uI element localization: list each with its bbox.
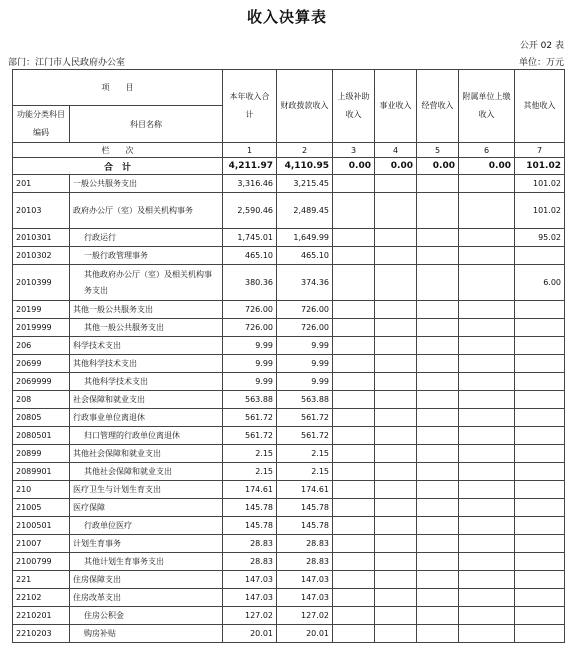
amount-cell (515, 427, 565, 445)
table-row (13, 175, 565, 193)
amount-cell (515, 337, 565, 355)
amount-cell (375, 427, 417, 445)
amount-cell (417, 319, 459, 337)
table-row (13, 589, 565, 607)
amount-cell: 561.72 (223, 409, 277, 427)
amount-cell (375, 391, 417, 409)
amount-cell: 561.72 (277, 427, 333, 445)
amount-cell: 147.03 (223, 571, 277, 589)
amount-cell (515, 247, 565, 265)
table-row (13, 319, 565, 337)
amount-cell: 9.99 (223, 337, 277, 355)
col-business-header: 事业收入 (375, 70, 417, 143)
amount-cell: 563.88 (277, 391, 333, 409)
amount-cell (375, 193, 417, 229)
subject-name: 其他社会保障和就业支出 (70, 463, 223, 481)
amount-cell (333, 517, 375, 535)
subject-code: 2019999 (13, 319, 70, 337)
subject-code: 20699 (13, 355, 70, 373)
amount-cell (417, 409, 459, 427)
total-value: 101.02 (515, 158, 565, 175)
amount-cell (333, 301, 375, 319)
subject-name: 其他科学技术支出 (70, 373, 223, 391)
amount-cell (515, 589, 565, 607)
subject-name: 住房公积金 (70, 607, 223, 625)
amount-cell (417, 373, 459, 391)
total-row (13, 158, 565, 175)
amount-cell (375, 535, 417, 553)
amount-cell (333, 193, 375, 229)
amount-cell: 465.10 (223, 247, 277, 265)
amount-cell: 2,489.45 (277, 193, 333, 229)
table-row (13, 373, 565, 391)
column-index-row (13, 143, 565, 158)
subject-code: 2210203 (13, 625, 70, 643)
amount-cell: 9.99 (277, 355, 333, 373)
amount-cell (417, 463, 459, 481)
amount-cell (333, 265, 375, 301)
amount-cell (417, 355, 459, 373)
table-row (13, 265, 565, 301)
amount-cell (375, 589, 417, 607)
amount-cell (459, 355, 515, 373)
subject-name: 住房保障支出 (70, 571, 223, 589)
subject-name: 其他政府办公厅（室）及相关机构事务支出 (70, 265, 223, 301)
amount-cell (459, 265, 515, 301)
amount-cell (333, 337, 375, 355)
col-other-header: 其他收入 (515, 70, 565, 143)
table-row (13, 535, 565, 553)
col-fiscal-header: 财政拨款收入 (277, 70, 333, 143)
amount-cell (459, 301, 515, 319)
table-row (13, 391, 565, 409)
amount-cell (333, 481, 375, 499)
amount-cell: 9.99 (277, 373, 333, 391)
subject-code: 2210201 (13, 607, 70, 625)
amount-cell: 726.00 (223, 301, 277, 319)
subject-name: 其他科学技术支出 (70, 355, 223, 373)
amount-cell (459, 499, 515, 517)
amount-cell: 3,215.45 (277, 175, 333, 193)
amount-cell: 147.03 (223, 589, 277, 607)
amount-cell (459, 229, 515, 247)
total-value: 0.00 (375, 158, 417, 175)
amount-cell (459, 337, 515, 355)
amount-cell (375, 517, 417, 535)
amount-cell (515, 571, 565, 589)
table-row (13, 409, 565, 427)
amount-cell (375, 175, 417, 193)
subject-name: 行政单位医疗 (70, 517, 223, 535)
amount-cell (459, 517, 515, 535)
amount-cell (515, 319, 565, 337)
amount-cell (459, 193, 515, 229)
amount-cell (333, 553, 375, 571)
total-value: 4,211.97 (223, 158, 277, 175)
amount-cell (333, 409, 375, 427)
column-index: 3 (333, 143, 375, 158)
amount-cell (375, 355, 417, 373)
amount-cell (417, 391, 459, 409)
amount-cell (515, 463, 565, 481)
amount-cell (333, 175, 375, 193)
amount-cell (417, 517, 459, 535)
amount-cell (417, 445, 459, 463)
subject-code: 2069999 (13, 373, 70, 391)
amount-cell (459, 463, 515, 481)
amount-cell (375, 625, 417, 643)
amount-cell (333, 607, 375, 625)
column-index: 6 (459, 143, 515, 158)
amount-cell (515, 409, 565, 427)
subject-name: 医疗卫生与计划生育支出 (70, 481, 223, 499)
subject-code: 2010301 (13, 229, 70, 247)
amount-cell: 127.02 (277, 607, 333, 625)
amount-cell (375, 445, 417, 463)
amount-cell: 726.00 (277, 301, 333, 319)
page-title: 收入决算表 (246, 8, 327, 26)
table-row (13, 571, 565, 589)
amount-cell (459, 535, 515, 553)
amount-cell (333, 247, 375, 265)
amount-cell (333, 625, 375, 643)
amount-cell: 9.99 (277, 337, 333, 355)
revenue-table (12, 69, 565, 643)
amount-cell (417, 589, 459, 607)
subject-code: 201 (13, 175, 70, 193)
total-value: 0.00 (333, 158, 375, 175)
amount-cell: 101.02 (515, 193, 565, 229)
amount-cell: 28.83 (277, 553, 333, 571)
subject-name: 医疗保障 (70, 499, 223, 517)
table-row (13, 337, 565, 355)
name-header: 科目名称 (70, 106, 223, 143)
amount-cell (417, 553, 459, 571)
subject-name: 购房补贴 (70, 625, 223, 643)
amount-cell (333, 229, 375, 247)
total-value: 0.00 (417, 158, 459, 175)
amount-cell: 145.78 (277, 499, 333, 517)
amount-cell: 147.03 (277, 571, 333, 589)
amount-cell: 374.36 (277, 265, 333, 301)
amount-cell: 174.61 (223, 481, 277, 499)
amount-cell: 1,745.01 (223, 229, 277, 247)
amount-cell: 28.83 (277, 535, 333, 553)
amount-cell (459, 175, 515, 193)
table-row (13, 229, 565, 247)
subject-code: 21005 (13, 499, 70, 517)
subject-name: 其他一般公共服务支出 (70, 319, 223, 337)
subject-name: 一般行政管理事务 (70, 247, 223, 265)
amount-cell: 380.36 (223, 265, 277, 301)
amount-cell (375, 301, 417, 319)
amount-cell (417, 571, 459, 589)
amount-cell (515, 607, 565, 625)
subject-code: 20805 (13, 409, 70, 427)
amount-cell (459, 373, 515, 391)
form-number: 公开 02 表 (519, 41, 564, 51)
subject-name: 社会保障和就业支出 (70, 391, 223, 409)
amount-cell (417, 301, 459, 319)
subject-code: 210 (13, 481, 70, 499)
amount-cell (333, 427, 375, 445)
amount-cell (417, 337, 459, 355)
subject-code: 208 (13, 391, 70, 409)
subject-code: 2080501 (13, 427, 70, 445)
amount-cell (417, 175, 459, 193)
amount-cell (417, 481, 459, 499)
amount-cell (459, 409, 515, 427)
amount-cell (417, 625, 459, 643)
amount-cell: 2,590.46 (223, 193, 277, 229)
total-label: 合 计 (13, 158, 223, 175)
amount-cell (375, 319, 417, 337)
amount-cell (459, 625, 515, 643)
amount-cell: 145.78 (223, 517, 277, 535)
subject-code: 2100799 (13, 553, 70, 571)
amount-cell: 9.99 (223, 355, 277, 373)
amount-cell: 28.83 (223, 553, 277, 571)
subject-code: 21007 (13, 535, 70, 553)
amount-cell (459, 247, 515, 265)
amount-cell (515, 517, 565, 535)
table-row (13, 517, 565, 535)
subject-name: 科学技术支出 (70, 337, 223, 355)
subject-code: 2089901 (13, 463, 70, 481)
col-affiliate-header: 附属单位上缴收入 (459, 70, 515, 143)
subject-code: 221 (13, 571, 70, 589)
amount-cell (459, 319, 515, 337)
subject-code: 22102 (13, 589, 70, 607)
subject-code: 20103 (13, 193, 70, 229)
amount-cell (515, 301, 565, 319)
amount-cell (375, 229, 417, 247)
amount-cell (515, 499, 565, 517)
amount-cell (333, 571, 375, 589)
subject-name: 其他一般公共服务支出 (70, 301, 223, 319)
table-row (13, 553, 565, 571)
amount-cell (459, 391, 515, 409)
subject-code: 2100501 (13, 517, 70, 535)
column-index: 5 (417, 143, 459, 158)
column-index: 1 (223, 143, 277, 158)
amount-cell (375, 463, 417, 481)
amount-cell (515, 355, 565, 373)
amount-cell: 95.02 (515, 229, 565, 247)
department-label: 部门：江门市人民政府办公室 (8, 58, 126, 68)
unit-label: 单位：万元 (518, 58, 564, 68)
subject-code: 2010302 (13, 247, 70, 265)
table-row (13, 445, 565, 463)
amount-cell (515, 535, 565, 553)
table-row (13, 499, 565, 517)
col-superior-header: 上级补助收入 (333, 70, 375, 143)
amount-cell (375, 481, 417, 499)
amount-cell (375, 409, 417, 427)
table-row (13, 427, 565, 445)
amount-cell (459, 427, 515, 445)
subject-name: 政府办公厅（室）及相关机构事务 (70, 193, 223, 229)
amount-cell (375, 607, 417, 625)
amount-cell: 20.01 (223, 625, 277, 643)
amount-cell: 561.72 (277, 409, 333, 427)
table-row (13, 193, 565, 229)
subject-code: 20199 (13, 301, 70, 319)
amount-cell (417, 193, 459, 229)
subject-name: 其他社会保障和就业支出 (70, 445, 223, 463)
column-index-label: 栏 次 (13, 143, 223, 158)
table-row (13, 301, 565, 319)
code-header: 功能分类科目编码 (13, 106, 70, 143)
amount-cell: 147.03 (277, 589, 333, 607)
amount-cell (333, 391, 375, 409)
amount-cell (515, 481, 565, 499)
amount-cell (417, 607, 459, 625)
amount-cell: 9.99 (223, 373, 277, 391)
amount-cell (515, 625, 565, 643)
amount-cell: 726.00 (223, 319, 277, 337)
subject-name: 一般公共服务支出 (70, 175, 223, 193)
amount-cell (459, 553, 515, 571)
amount-cell (333, 445, 375, 463)
amount-cell: 127.02 (223, 607, 277, 625)
table-row (13, 247, 565, 265)
amount-cell: 2.15 (277, 445, 333, 463)
subject-name: 住房改革支出 (70, 589, 223, 607)
item-header: 项 目 (13, 70, 223, 106)
column-index: 7 (515, 143, 565, 158)
amount-cell (417, 499, 459, 517)
amount-cell (417, 229, 459, 247)
table-row (13, 463, 565, 481)
amount-cell (459, 571, 515, 589)
amount-cell: 28.83 (223, 535, 277, 553)
amount-cell (375, 499, 417, 517)
amount-cell (333, 319, 375, 337)
amount-cell: 2.15 (223, 463, 277, 481)
subject-name: 其他计划生育事务支出 (70, 553, 223, 571)
total-value: 0.00 (459, 158, 515, 175)
amount-cell (375, 553, 417, 571)
amount-cell (459, 481, 515, 499)
table-row (13, 481, 565, 499)
total-value: 4,110.95 (277, 158, 333, 175)
amount-cell (515, 373, 565, 391)
subject-name: 归口管理的行政单位离退休 (70, 427, 223, 445)
amount-cell (375, 373, 417, 391)
amount-cell: 2.15 (223, 445, 277, 463)
subject-code: 206 (13, 337, 70, 355)
amount-cell (515, 391, 565, 409)
amount-cell: 563.88 (223, 391, 277, 409)
amount-cell (417, 247, 459, 265)
amount-cell (375, 247, 417, 265)
subject-code: 20899 (13, 445, 70, 463)
subject-name: 行政运行 (70, 229, 223, 247)
table-row (13, 625, 565, 643)
amount-cell: 101.02 (515, 175, 565, 193)
amount-cell: 145.78 (223, 499, 277, 517)
amount-cell: 174.61 (277, 481, 333, 499)
col-operation-header: 经营收入 (417, 70, 459, 143)
amount-cell (459, 589, 515, 607)
amount-cell (333, 355, 375, 373)
subject-code: 2010399 (13, 265, 70, 301)
amount-cell: 726.00 (277, 319, 333, 337)
amount-cell (515, 445, 565, 463)
column-index: 4 (375, 143, 417, 158)
amount-cell: 1,649.99 (277, 229, 333, 247)
amount-cell (375, 265, 417, 301)
table-row (13, 355, 565, 373)
col-total-header: 本年收入合计 (223, 70, 277, 143)
amount-cell: 6.00 (515, 265, 565, 301)
subject-name: 计划生育事务 (70, 535, 223, 553)
subject-name: 行政事业单位离退休 (70, 409, 223, 427)
amount-cell: 2.15 (277, 463, 333, 481)
amount-cell (459, 607, 515, 625)
amount-cell (333, 373, 375, 391)
amount-cell (333, 589, 375, 607)
amount-cell (333, 499, 375, 517)
amount-cell (375, 337, 417, 355)
amount-cell (333, 463, 375, 481)
amount-cell (417, 535, 459, 553)
amount-cell: 3,316.46 (223, 175, 277, 193)
table-row (13, 607, 565, 625)
column-index: 2 (277, 143, 333, 158)
amount-cell: 465.10 (277, 247, 333, 265)
amount-cell: 20.01 (277, 625, 333, 643)
amount-cell: 145.78 (277, 517, 333, 535)
amount-cell (417, 427, 459, 445)
amount-cell (459, 445, 515, 463)
amount-cell (515, 553, 565, 571)
amount-cell: 561.72 (223, 427, 277, 445)
amount-cell (375, 571, 417, 589)
amount-cell (417, 265, 459, 301)
amount-cell (333, 535, 375, 553)
